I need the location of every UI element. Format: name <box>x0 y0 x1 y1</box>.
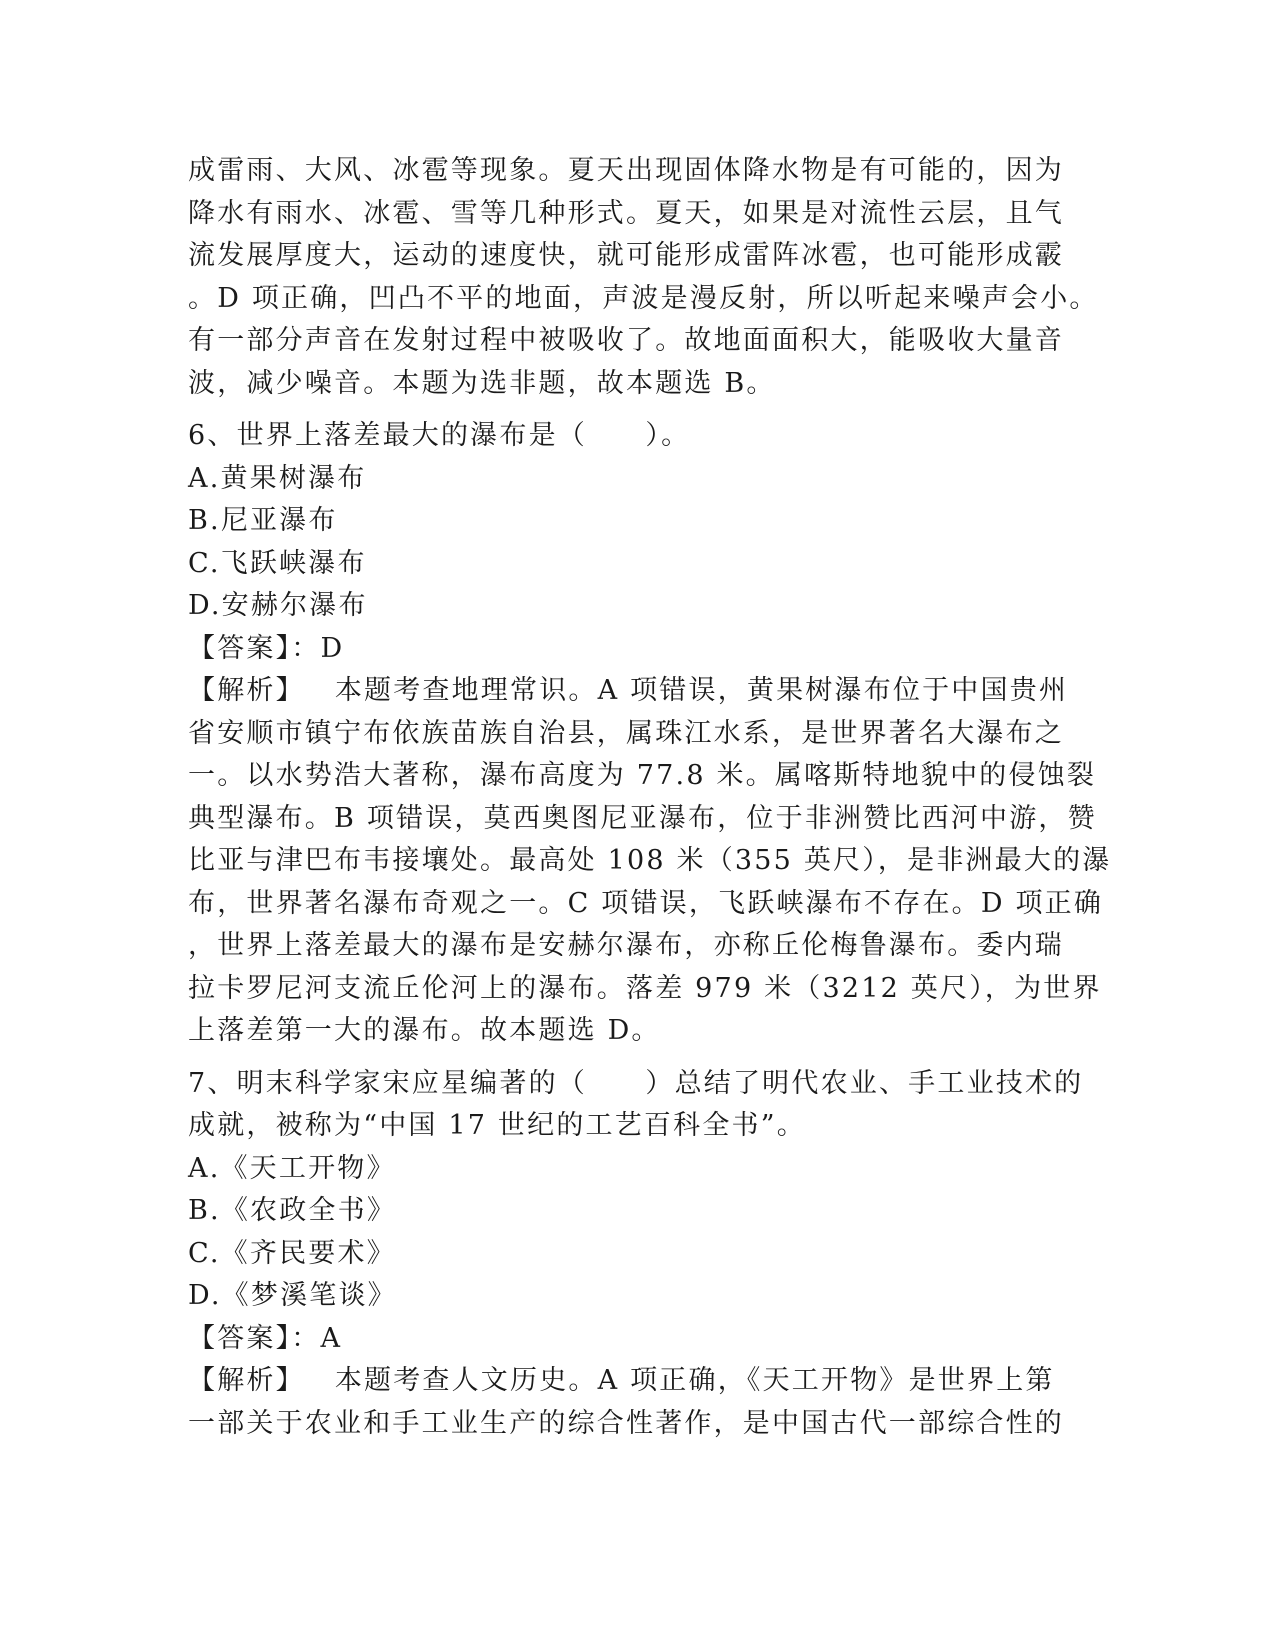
option-d: D.安赫尔瀑布 <box>188 590 368 621</box>
text-line: 一部关于农业和手工业生产的综合性著作，是中国古代一部综合性的 <box>188 1407 1064 1439</box>
q5-explanation <box>188 150 1099 405</box>
question-text: 成就，被称为“中国 17 世纪的工艺百科全书”。 <box>188 1110 806 1141</box>
text-line: 拉卡罗尼河支流丘伦河上的瀑布。落差 979 米（3212 英尺），为世界 <box>188 972 1102 1004</box>
answer: 【答案】：D <box>188 632 345 664</box>
option-c: C.《齐民要术》 <box>188 1237 396 1269</box>
document-page <box>188 150 1112 1445</box>
analysis-label: 【解析】 <box>188 675 305 706</box>
text-line: 本题考查人文历史。A 项正确，《天工开物》是世界上第 <box>334 1365 1055 1396</box>
analysis-label: 【解析】 <box>188 1365 305 1396</box>
text-line: 。D 项正确，凹凸不平的地面，声波是漫反射，所以听起来噪声会小。 <box>188 282 1099 314</box>
text-line: 上落差第一大的瀑布。故本题选 D。 <box>188 1015 661 1046</box>
option-a: A.《天工开物》 <box>188 1152 396 1184</box>
option-d: D.《梦溪笔谈》 <box>188 1280 397 1311</box>
text-line: 省安顺市镇宁布依族苗族自治县，属珠江水系，是世界著名大瀑布之 <box>188 717 1064 749</box>
option-c: C.飞跃峡瀑布 <box>188 547 367 579</box>
option-b: B.《农政全书》 <box>188 1195 397 1226</box>
text-line: 成雷雨、大风、冰雹等现象。夏天出现固体降水物是有可能的，因为 <box>188 155 1064 186</box>
answer: 【答案】：A <box>188 1322 343 1354</box>
text-line: 典型瀑布。B 项错误，莫西奥图尼亚瀑布，位于非洲赞比西河中游，赞 <box>188 802 1097 834</box>
text-line: 布，世界著名瀑布奇观之一。C 项错误，飞跃峡瀑布不存在。D 项正确 <box>188 887 1104 919</box>
option-a: A.黄果树瀑布 <box>188 462 367 494</box>
question-text: 7、明末科学家宋应星编著的（ ）总结了明代农业、手工业技术的 <box>188 1067 1084 1099</box>
text-line: 比亚与津巴布韦接壤处。最高处 108 米（355 英尺），是非洲最大的瀑 <box>188 845 1112 876</box>
question-6 <box>188 415 1112 1053</box>
option-b: B.尼亚瀑布 <box>188 505 338 536</box>
analysis-first-line <box>188 1360 1088 1403</box>
text-line: 波，减少噪音。本题为选非题，故本题选 B。 <box>188 367 776 399</box>
text-line: 有一部分声音在发射过程中被吸收了。故地面面积大，能吸收大量音 <box>188 325 1064 356</box>
text-line: 本题考查地理常识。A 项错误，黄果树瀑布位于中国贵州 <box>334 675 1069 706</box>
question-7 <box>188 1063 1088 1446</box>
text-line: 流发展厚度大，运动的速度快，就可能形成雷阵冰雹，也可能形成霰 <box>188 240 1064 271</box>
question-text: 6、世界上落差最大的瀑布是（ ）。 <box>188 420 691 451</box>
text-line: 降水有雨水、冰雹、雪等几种形式。夏天，如果是对流性云层，且气 <box>188 197 1064 229</box>
text-line: 一。以水势浩大著称，瀑布高度为 77.8 米。属喀斯特地貌中的侵蚀裂 <box>188 760 1097 791</box>
analysis-first-line <box>188 670 1088 713</box>
text-line: ，世界上落差最大的瀑布是安赫尔瀑布，亦称丘伦梅鲁瀑布。委内瑞 <box>188 930 1064 961</box>
